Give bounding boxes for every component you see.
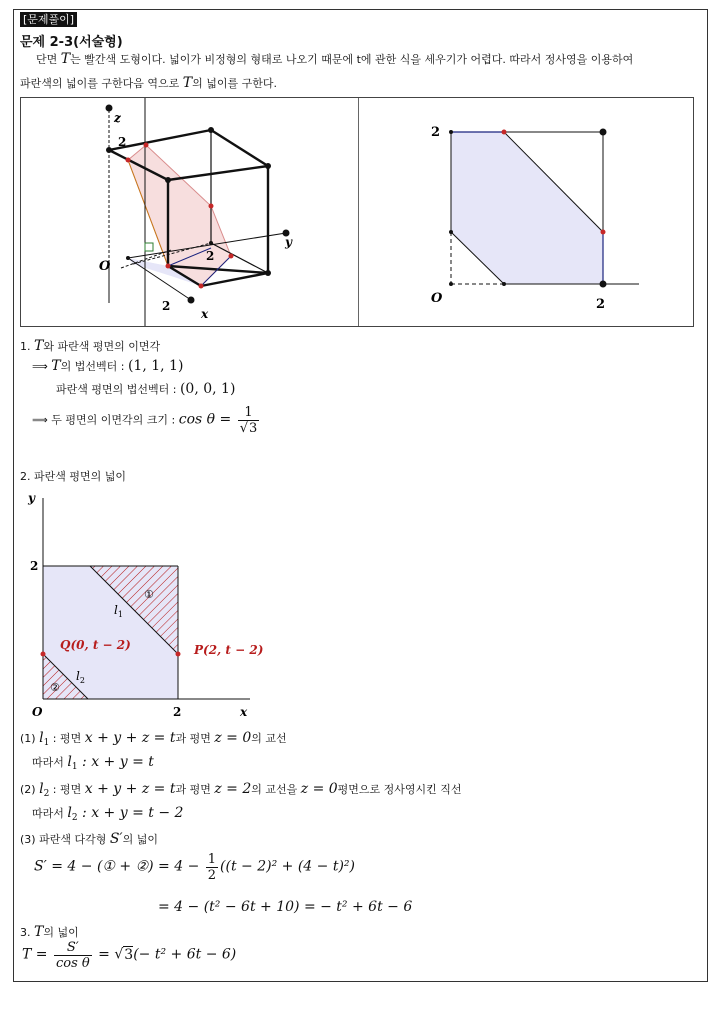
origin-label: O [32,705,43,719]
z-axis-label: z [114,111,121,125]
section-tag: [문제풀이] [20,12,77,27]
top-two-label: 2 [431,125,441,140]
area-equation-2: = 4 − (t² − 6t + 10) = − t² + 6t − 6 [158,899,413,915]
figure-box [20,97,694,327]
item2-result: 따라서 $l_2$ : x + y = t − 2 [32,805,184,824]
item1-result: 따라서 $l_1$ : x + y = t [32,754,154,773]
x-axis-label: x [240,705,248,719]
region-2-marker: ② [50,681,60,694]
sec2-heading: 2. 파란색 평면의 넓이 [20,470,126,483]
z-two-label: 2 [118,135,127,149]
sec1-blue-normal: 파란색 평면의 법선벡터 : (0, 0, 1) [56,381,236,397]
region-1-marker: ① [144,588,154,601]
x-two-label: 2 [162,299,171,313]
y-two-label: 2 [30,559,39,573]
final-equation: T = $\frac{S'}{\text{cos θ}}$ = √3(− t² + 6t − 6) [22,940,237,971]
y-axis-label: y [28,491,35,505]
point-p-label: P(2, t − 2) [194,643,264,657]
x-two-label: 2 [173,705,182,719]
problem-title: 문제 2-3(서술형) [20,35,123,50]
y-axis-label: y [285,235,292,249]
area-equation-1: S′ = 4 − (① + ②) = 4 − $\frac{1}{2}$ ((t − 2)² + (4 − t)²) [34,852,356,883]
l1-label: $l_1$ [114,603,123,619]
y-two-label: 2 [206,249,215,263]
right-two-label: 2 [596,297,606,312]
sec1-cos: ⟹ 두 평면의 이면각의 크기 : cos θ = $\frac{1}{√3}$ [32,405,258,436]
item1-line: (1) $l_1$ : 평면 x + y + z = t과 평면 z = 0의 교선 [20,730,287,749]
sec1-t-normal: ⟹ T의 법선벡터 : (1, 1, 1) [32,358,184,374]
projection-figure [359,98,693,326]
origin-label: O [431,291,443,306]
sec4-heading: 3. T의 넓이 [20,924,79,940]
intro-line-1: 단면 T는 빨간색 도형이다. 넓이가 비정형의 형태로 나오기 때문에 t에 관한 식을 세우기가 어렵다. 따라서 정사영을 이용하여 [36,51,634,67]
item3-line: (3) 파란색 다각형 S′의 넓이 [20,831,158,847]
xy-region-figure [20,488,300,720]
item2-line: (2) $l_2$ : 평면 x + y + z = t과 평면 z = 2의 교선을 z = 0평면으로 정사영시킨 직선 [20,781,462,800]
x-axis-label: x [201,307,209,321]
cube-figure [21,98,358,326]
point-q-label: Q(0, t − 2) [60,638,131,652]
l2-label: $l_2$ [76,669,85,685]
intro-line-2: 파란색의 넓이를 구한다음 역으로 T의 넓이를 구한다. [20,75,277,91]
sec1-heading: 1. T와 파란색 평면의 이면각 [20,338,161,354]
origin-label: O [99,259,111,274]
